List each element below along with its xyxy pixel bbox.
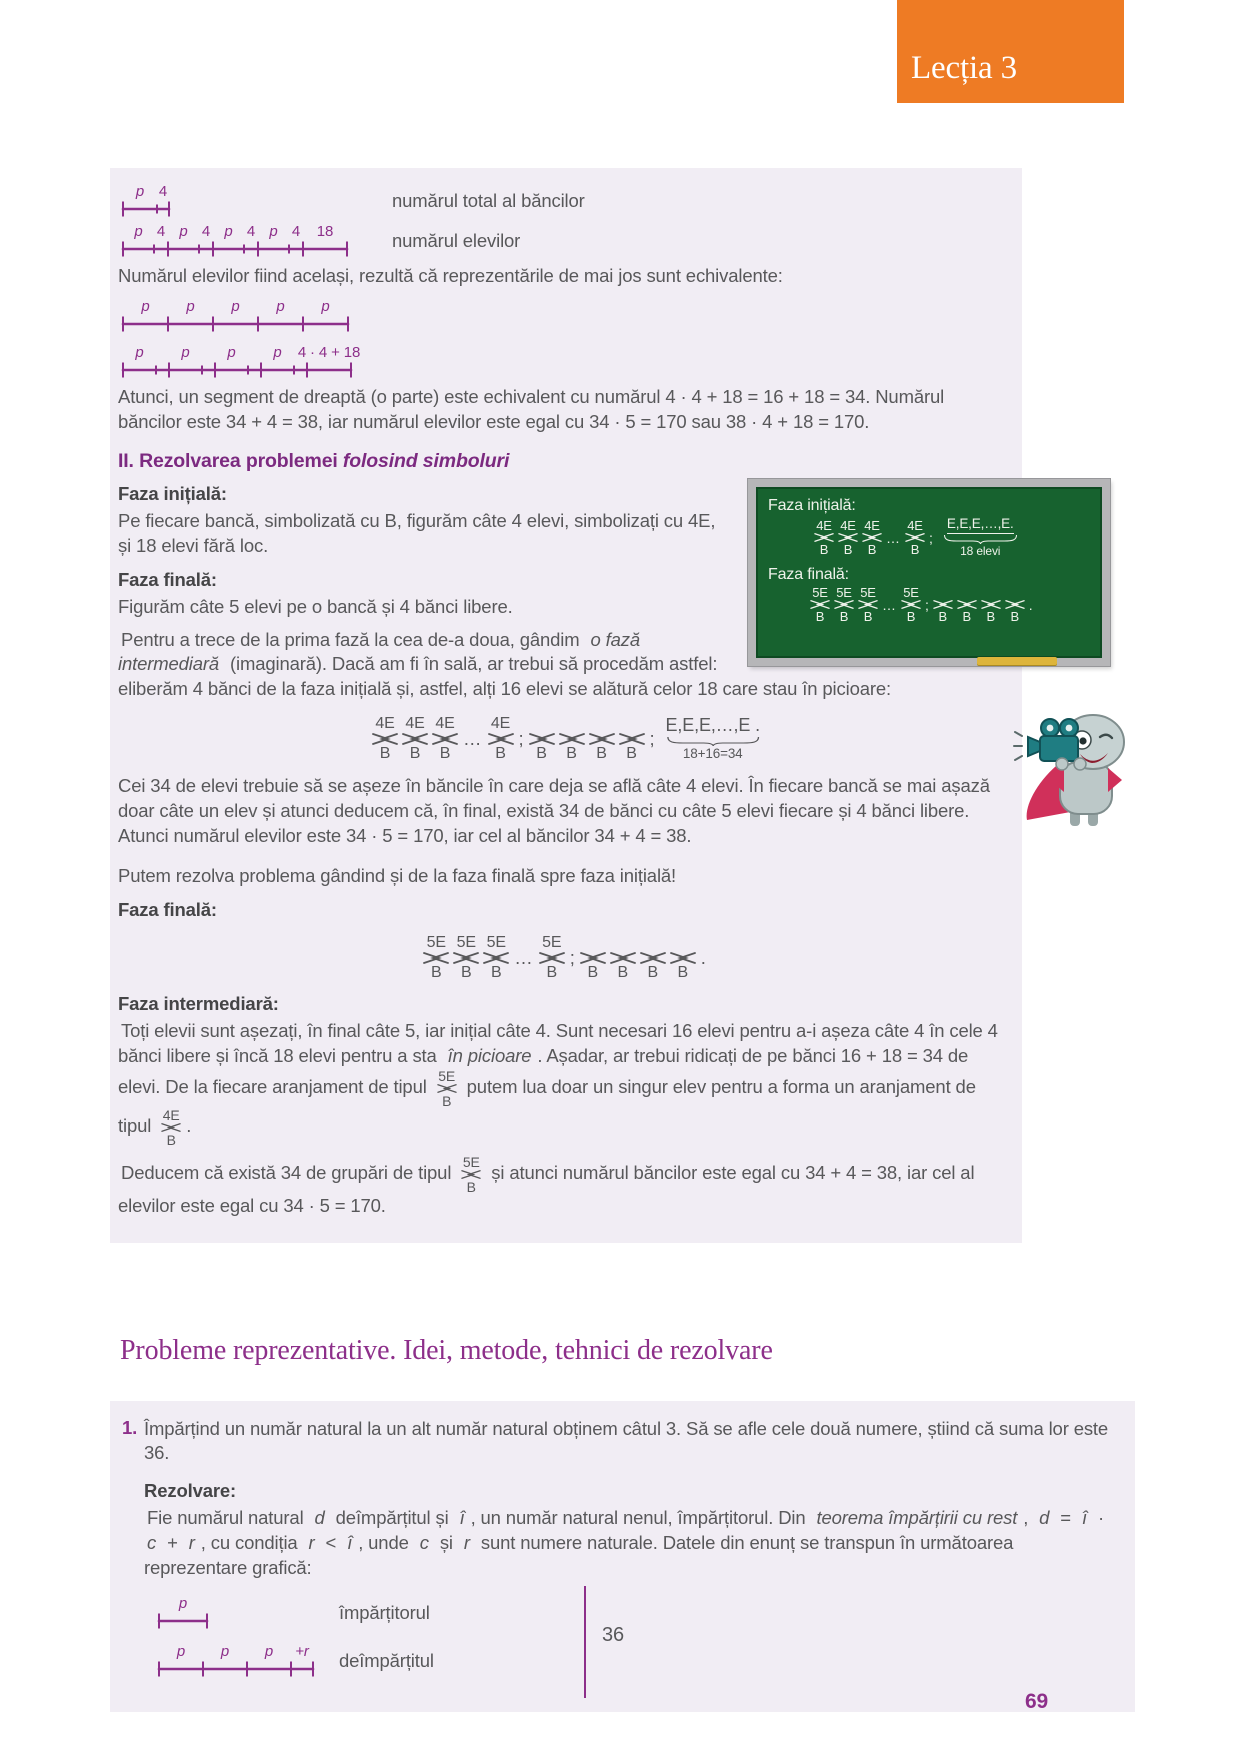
chalkboard-initial-expression: 4E B 4E B 4E B … 4E B ; E,E,E,…,E. 18 elevi <box>812 517 1090 558</box>
paragraph-toti-elevii: Toți elevii sunt așezați, în final câte 5, iar inițial câte 4. Sunt necesari 16 elevi pentru a-i așeza câte 4 în cele 4 bănci libere și încă 18 elevi pentru a sta în picioare . Așadar, ar trebui ridicați de pe bănci 16 + 18 = 34 de elevi. De la fiecare aranjament de tipul 5E B putem lua doar un singur elev pentru a forma un aranjament de tipul 4E B . <box>118 1020 998 1148</box>
svg-text:4: 4 <box>246 223 256 240</box>
chalkboard-content <box>756 487 1102 631</box>
svg-text:p: p <box>134 223 143 240</box>
svg-text:4: 4 <box>156 223 166 240</box>
svg-text:4: 4 <box>291 223 301 240</box>
svg-text:p: p <box>227 343 236 361</box>
problem-1 <box>118 1413 1121 1471</box>
paragraph-rezolvare: Fie numărul natural d deîmpărțitul și î , un număr natural nenul, împărțitorul. Din teorema împărțirii cu rest , d = î · c + r , cu condiția r < î , unde c și r sunt numere naturale. Datele din enunț se transpun în următoarea reprezentare grafică: <box>144 1507 1104 1578</box>
diagram-caption-deimpartit: deîmpărțitul <box>339 1650 434 1672</box>
segment-diagram-equiv-2 <box>118 343 1012 381</box>
svg-text:p: p <box>269 223 278 240</box>
svg-text:4: 4 <box>201 223 211 240</box>
segment-diagram-banci <box>118 182 392 220</box>
svg-text:4 · 4 + 18: 4 · 4 + 18 <box>297 343 361 361</box>
sum-brace-line <box>584 1586 586 1698</box>
chalkboard-faza-finala-label: Faza finală: <box>768 566 849 584</box>
svg-text:p: p <box>264 1643 274 1661</box>
content-panel-main <box>110 168 1033 1243</box>
problem-statement: Împărțind un număr natural la un alt număr natural obținem câtul 3. Să se afle cele două numere, știind că suma lor este 36. <box>144 1417 1109 1464</box>
svg-text:p: p <box>179 223 188 240</box>
paragraph-putem: Putem rezolva problema gândind și de la faza finală spre faza inițială! <box>118 865 677 887</box>
lesson-title: Lecția 3 <box>911 50 1017 86</box>
svg-text:p: p <box>276 297 285 315</box>
segment-diagram-deimpartit <box>154 1642 339 1680</box>
diagram-row-elevi <box>118 222 1012 260</box>
paragraph-faza-finala: Figurăm câte 5 elevi pe o bancă și 4 bănci libere. <box>118 595 513 617</box>
svg-text:p: p <box>231 297 240 315</box>
diagram-caption-impartitor: împărțitorul <box>339 1602 430 1624</box>
paragraph-faza-initiala: Pe fiecare bancă, simbolizată cu B, figurăm câte 4 elevi, simbolizați cu 4E, și 18 elevi fără loc. <box>118 510 716 557</box>
content-panel-problem <box>110 1401 1135 1713</box>
svg-text:p: p <box>141 297 150 315</box>
paragraph-deducem: Deducem că există 34 de grupări de tipul 5E B și atunci numărul băncilor este egal cu 34 + 4 = 38, iar cel al elevilor este egal cu 34 · 5 = 170. <box>118 1153 975 1216</box>
diagram-row-impartitor <box>154 1594 544 1632</box>
label-faza-finala: Faza finală: <box>118 568 217 590</box>
svg-text:18: 18 <box>316 223 334 240</box>
label-faza-finala-2: Faza finală: <box>118 899 217 921</box>
division-diagram-block <box>144 1590 1121 1698</box>
label-rezolvare: Rezolvare: <box>144 1480 237 1502</box>
svg-text:p: p <box>273 343 282 361</box>
svg-text:+r: +r <box>295 1643 309 1661</box>
expression-final: 5E B 5E B 5E B … 5E B ; B B B B . <box>118 935 1012 981</box>
mascot-cameraman-illustration <box>1000 706 1150 834</box>
page-number: 69 <box>1024 1690 1048 1713</box>
svg-text:p: p <box>135 343 144 361</box>
svg-text:p: p <box>321 297 330 315</box>
diagram-caption-elevi: numărul elevilor <box>392 230 521 251</box>
diagram-row-banci <box>118 182 1012 220</box>
chalkboard-faza-initiala-label: Faza inițială: <box>768 497 856 515</box>
svg-text:p: p <box>224 223 233 240</box>
problem-solution <box>118 1480 1121 1698</box>
svg-text:p: p <box>135 183 145 200</box>
svg-text:p: p <box>178 1595 188 1613</box>
lesson-tab <box>897 0 1124 103</box>
division-diagrams <box>154 1590 544 1690</box>
paragraph-atunci: Atunci, un segment de dreaptă (o parte) este echivalent cu numărul 4 · 4 + 18 = 16 + 18 = 34. Numărul băncilor este 34 + 4 = 38, iar numărul elevilor este egal cu 34 · 5 = 170 sau 38 · 4 + 18 = 170. <box>118 385 945 432</box>
paragraph-cei-34: Cei 34 de elevi trebuie să se așeze în băncile în care deja se află câte 4 elevi. În fiecare bancă se mai așază doar câte un elev și atunci deducem că, în final, există 34 de bănci cu câte 5 elevi fiecare și 4 bănci libere. Atunci numărul elevilor este 34 · 5 = 170, iar cel al băncilor 34 + 4 = 38. <box>118 775 990 846</box>
diagram-row-deimpartit <box>154 1642 544 1680</box>
label-faza-intermediara: Faza intermediară: <box>118 993 279 1015</box>
segment-diagram-impartitor <box>154 1594 339 1632</box>
chalkboard <box>748 479 1110 666</box>
diagram-caption-banci: numărul total al băncilor <box>392 190 585 211</box>
chalk-piece <box>977 657 1057 665</box>
svg-text:p: p <box>186 297 195 315</box>
heading-em: folosind simboluri <box>342 450 510 473</box>
svg-text:p: p <box>220 1643 230 1661</box>
label-faza-initiala: Faza inițială: <box>118 483 227 505</box>
svg-text:p: p <box>181 343 190 361</box>
svg-text:p: p <box>176 1643 186 1661</box>
segment-diagram-elevi <box>118 222 392 260</box>
heading-prefix: II. Rezolvarea problemei <box>118 450 343 473</box>
section-heading-probleme: Probleme reprezentative. Idei, metode, tehnici de rezolvare <box>120 1334 773 1366</box>
problem-number: 1. <box>122 1416 138 1438</box>
paragraph-equiv-intro: Numărul elevilor fiind același, rezultă că reprezentările de mai jos sunt echivalente: <box>118 265 783 286</box>
heading-rezolvare-simboluri <box>118 450 1012 473</box>
sum-value: 36 <box>602 1624 624 1647</box>
svg-text:4: 4 <box>158 183 168 200</box>
chalkboard-final-expression: 5E B 5E B 5E B … 5E B ; B B B B . <box>812 585 1033 625</box>
paragraph-faza-intermediara-intro: Pentru a trece de la prima fază la cea de-a doua, gândim o fază intermediară (imaginară). Dacă am fi în sală, ar trebui să procedăm astfel: eliberăm 4 bănci de la faza inițială și, astfel, alți 16 elevi se alătură celor 18 care stau în picioare: <box>118 628 891 700</box>
expression-intermediate: 4E B 4E B 4E B … 4E B ; B B B B ; E,E,E,…,E . 18+16=34 <box>118 716 1012 762</box>
segment-diagram-equiv-1 <box>118 297 1012 335</box>
